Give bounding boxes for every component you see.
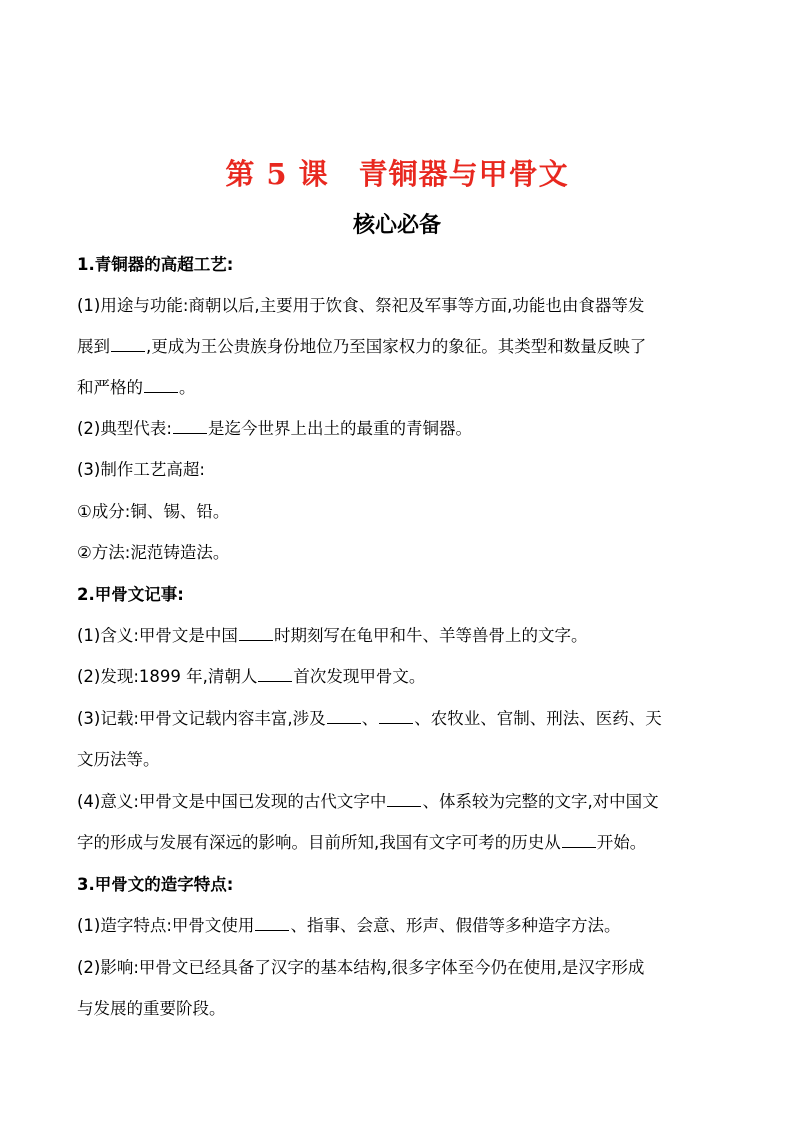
fill-blank[interactable] [239, 625, 273, 641]
section1-p3: (3)制作工艺高超: [77, 460, 205, 479]
fill-blank[interactable] [379, 708, 413, 724]
text-segment: (1)含义:甲骨文是中国 [77, 626, 238, 645]
fill-blank[interactable] [562, 832, 596, 848]
section3-p2b: 与发展的重要阶段。 [77, 999, 226, 1018]
fill-blank[interactable] [258, 666, 292, 682]
fill-blank[interactable] [111, 336, 145, 352]
text-segment: 、指事、会意、形声、假借等多种造字方法。 [290, 916, 621, 935]
section1-p1a: (1)用途与功能:商朝以后,主要用于饮食、祭祀及军事等方面,功能也由食器等发 [77, 296, 645, 315]
text-segment: 、农牧业、官制、刑法、医药、天 [414, 709, 662, 728]
fill-blank[interactable] [144, 377, 178, 393]
section1-p2 [77, 418, 727, 440]
text-segment: 展到 [77, 337, 110, 356]
section3-heading: 3.甲骨文的造字特点: [77, 875, 234, 894]
section2-p3b: 文历法等。 [77, 750, 160, 769]
section1-p1c [77, 377, 727, 399]
section2-p4a [77, 791, 727, 813]
section3-p1 [77, 915, 727, 937]
fill-blank[interactable] [255, 915, 289, 931]
section1-p4: ①成分:铜、锡、铅。 [77, 502, 230, 521]
section2-heading: 2.甲骨文记事: [77, 585, 184, 604]
text-segment: 开始。 [596, 833, 647, 852]
text-segment: 、 [361, 709, 379, 728]
fill-blank[interactable] [173, 418, 207, 434]
lesson-title: 第 5 课 青铜器与甲骨文 [225, 157, 569, 191]
section2-p1 [77, 625, 727, 647]
text-segment: (3)记载:甲骨文记载内容丰富,涉及 [77, 709, 326, 728]
section2-p4b [77, 832, 727, 854]
section2-p2 [77, 666, 727, 688]
text-segment: ,更成为王公贵族身份地位乃至国家权力的象征。其类型和数量反映了 [146, 337, 647, 356]
section1-heading: 1.青铜器的高超工艺: [77, 255, 234, 274]
text-segment: (4)意义:甲骨文是中国已发现的古代文字中 [77, 792, 387, 811]
text-segment: 字的形成与发展有深远的影响。目前所知,我国有文字可考的历史从 [77, 833, 561, 852]
section1-p1b [77, 336, 727, 358]
section3-p2a: (2)影响:甲骨文已经具备了汉字的基本结构,很多字体至今仍在使用,是汉字形成 [77, 958, 645, 977]
section1-p5: ②方法:泥范铸造法。 [77, 543, 230, 562]
text-segment: 、体系较为完整的文字,对中国文 [422, 792, 659, 811]
text-segment: 和严格的 [77, 378, 143, 397]
text-segment: 是迄今世界上出土的最重的青铜器。 [207, 419, 472, 438]
text-segment: (2)典型代表: [77, 419, 172, 438]
text-segment: 。 [179, 378, 196, 397]
fill-blank[interactable] [327, 708, 361, 724]
text-segment: (1)造字特点:甲骨文使用 [77, 916, 255, 935]
section-subtitle: 核心必备 [352, 213, 441, 238]
fill-blank[interactable] [387, 791, 421, 807]
text-segment: 时期刻写在龟甲和牛、羊等兽骨上的文字。 [273, 626, 588, 645]
text-segment: (2)发现:1899 年,清朝人 [77, 667, 258, 686]
text-segment: 首次发现甲骨文。 [293, 667, 426, 686]
section2-p3a [77, 708, 727, 730]
